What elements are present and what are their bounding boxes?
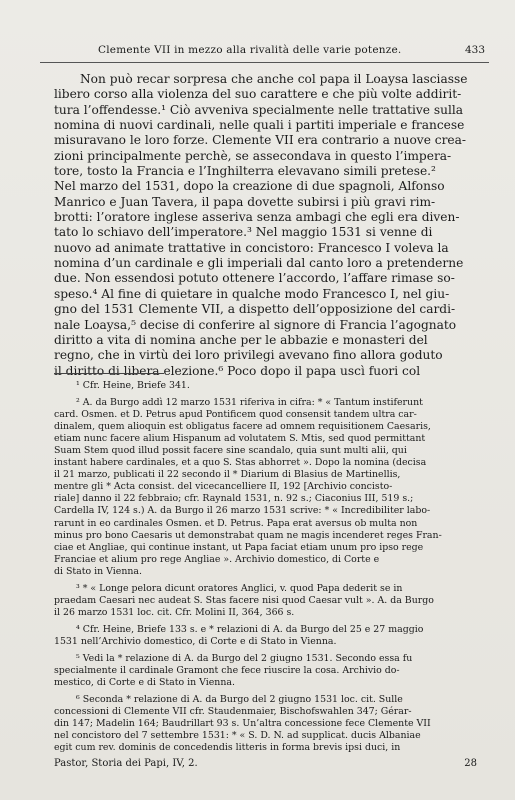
footnote-line: di Stato in Vienna. xyxy=(54,565,142,577)
footnote-line: Franciae et alium pro rege Angliae ». Archivio domestico, di Corte e xyxy=(54,553,380,565)
running-head-title: Clemente VII in mezzo alla rivalità delle varie potenze. xyxy=(98,44,402,56)
body-line: diritto a vita di nomina anche per le abbazie e monasteri del xyxy=(54,332,428,347)
footnote-line: 1531 nell’Archivio domestico, di Corte e di Stato in Vienna. xyxy=(54,635,337,647)
body-line: Manrico e Juan Tavera, il papa dovette subirsi i più gravi rim- xyxy=(54,194,436,209)
body-line: nuovo ad animate trattative in concistoro: Francesco I voleva la xyxy=(54,240,449,255)
body-line: regno, che in virtù dei loro privilegi avevano fino allora goduto xyxy=(54,348,443,363)
page-footer xyxy=(54,758,477,772)
footnote xyxy=(54,583,482,619)
footnote-line: ³ * « Longe pelora dicunt oratores Anglici, v. quod Papa dederit se in xyxy=(76,582,403,594)
footnote-line: dinalem, quem alioquin est obligatus facere ad omnem requisitionem Caesaris, xyxy=(54,421,431,433)
footnote xyxy=(54,653,482,689)
page-number: 433 xyxy=(464,44,485,56)
body-line: tura l’offendesse.¹ Ciò avveniva specialmente nelle trattative sulla xyxy=(54,102,464,117)
footnote-line: etiam nunc facere alium Hispanum ad volutatem S. Mtis, sed quod permittant xyxy=(54,433,426,445)
footnote-line: ciae et Angliae, qui continue instant, ut Papa faciat etiam unum pro ipso rege xyxy=(54,541,424,553)
body-line: tore, tosto la Francia e l’Inghilterra elevavano simili pretese.² xyxy=(54,164,436,179)
footnote xyxy=(54,694,482,754)
body-line: gno del 1531 Clemente VII, a dispetto dell’opposizione del cardi- xyxy=(54,302,456,317)
footnote-line: il 21 marzo, publicati il 22 secondo il * Diarium di Blasius de Martinellis, xyxy=(54,469,401,481)
body-line: nale Loaysa,⁵ decise di conferire al signore di Francia l’agognato xyxy=(54,317,457,332)
body-line: tato lo schiavo dell’imperatore.³ Nel maggio 1531 si venne di xyxy=(54,225,433,240)
footnote-line: riale] danno il 22 febbraio; cfr. Raynald 1531, n. 92 s.; Ciaconius III, 519 s.; xyxy=(54,493,414,505)
footnote-line: ² A. da Burgo addì 12 marzo 1531 riferiva in cifra: * « Tantum instiferunt xyxy=(76,397,423,409)
footer-signature-number: 28 xyxy=(464,758,477,769)
footnotes xyxy=(54,380,482,754)
footnote-line: Suam Stem quod illud possit facere sine scandalo, quia sunt multi alii, qui xyxy=(54,445,407,457)
body-line: nomina d’un cardinale e gli imperiali dal canto loro a pretenderne xyxy=(54,256,464,271)
footnote-line: minus pro bono Caesaris ut demonstrabat quam ne magis incenderet reges Fran- xyxy=(54,529,442,541)
footnote-line: mentre gli * Acta consist. del vicecancelliere II, 192 [Archivio concisto- xyxy=(54,481,393,493)
body-line: Nel marzo del 1531, dopo la creazione di due spagnoli, Alfonso xyxy=(54,179,445,194)
footnote-line: rarunt in eo cardinales Osmen. et D. Petrus. Papa erat aversus ob multa non xyxy=(54,517,418,529)
footnote xyxy=(54,624,482,648)
body-line: brotti: l’oratore inglese asseriva senza ambagi che egli era diven- xyxy=(54,210,460,225)
footnote-line: nel concistoro del 7 settembre 1531: * « S. D. N. ad supplicat. ducis Albaniae xyxy=(54,730,421,742)
footer-book-reference: Pastor, Storia dei Papi, IV, 2. xyxy=(54,758,198,769)
footnote-line: ⁶ Seconda * relazione di A. da Burgo del 2 giugno 1531 loc. cit. Sulle xyxy=(76,694,403,706)
body-line: libero corso alla violenza del suo carattere e che più volte addirit- xyxy=(54,87,462,102)
footnote xyxy=(54,380,482,392)
footnote-line: din 147; Madelin 164; Baudrillart 93 s. Un’altra concessione fece Clemente VII xyxy=(54,718,431,730)
footnote-line: ¹ Cfr. Heine, Briefe 341. xyxy=(76,380,190,391)
main-text xyxy=(54,72,482,379)
footnote-line: card. Osmen. et D. Petrus apud Pontificem quod consensit tandem ultra car- xyxy=(54,409,417,421)
body-line: due. Non essendosi potuto ottenere l’accordo, l’affare rimase so- xyxy=(54,271,455,286)
footnote-line: mestico, di Corte e di Stato in Vienna. xyxy=(54,677,235,689)
footnote-line: praedam Caesari nec audeat S. Stas facere nisi quod Caesar vult ». A. da Burgo xyxy=(54,594,434,606)
header-rule xyxy=(40,62,489,63)
body-line: Non può recar sorpresa che anche col papa il Loaysa lasciasse xyxy=(80,72,468,86)
running-head xyxy=(40,44,485,58)
footnote-line: specialmente il cardinale Gramont che fece riuscire la cosa. Archivio do- xyxy=(54,665,400,677)
body-line: nomina di nuovi cardinali, nelle quali i partiti imperiale e francese xyxy=(54,118,465,133)
body-line: misuravano le loro forze. Clemente VII era contrario a nuove crea- xyxy=(54,133,467,148)
footnote-line: concessioni di Clemente VII cfr. Staudenmaier, Bischofswahlen 347; Gérar- xyxy=(54,706,412,718)
footnote-line: instant habere cardinales, et a quo S. Stas abhorret ». Dopo la nomina (decisa xyxy=(54,457,427,469)
body-line: zioni principalmente perchè, se assecondava in questo l’impera- xyxy=(54,148,452,163)
footnote xyxy=(54,397,482,578)
footnote-line: Cardella IV, 124 s.) A. da Burgo il 26 marzo 1531 scrive: * « Incredibiliter labo- xyxy=(54,505,431,517)
footnote-line: il 26 marzo 1531 loc. cit. Cfr. Molini II, 364, 366 s. xyxy=(54,606,295,618)
footnote-rule xyxy=(54,373,164,374)
body-line: il diritto di libera elezione.⁶ Poco dopo il papa uscì fuori col xyxy=(54,363,421,378)
footnote-line: ⁵ Vedi la * relazione di A. da Burgo del 2 giugno 1531. Secondo essa fu xyxy=(76,652,413,664)
footnote-line: egit cum rev. dominis de concedendis litteris in forma brevis ipsi duci, in xyxy=(54,742,401,754)
body-line: speso.⁴ Al fine di quietare in qualche modo Francesco I, nel giu- xyxy=(54,286,450,301)
footnote-line: ⁴ Cfr. Heine, Briefe 133 s. e * relazioni di A. da Burgo del 25 e 27 maggio xyxy=(76,623,424,635)
